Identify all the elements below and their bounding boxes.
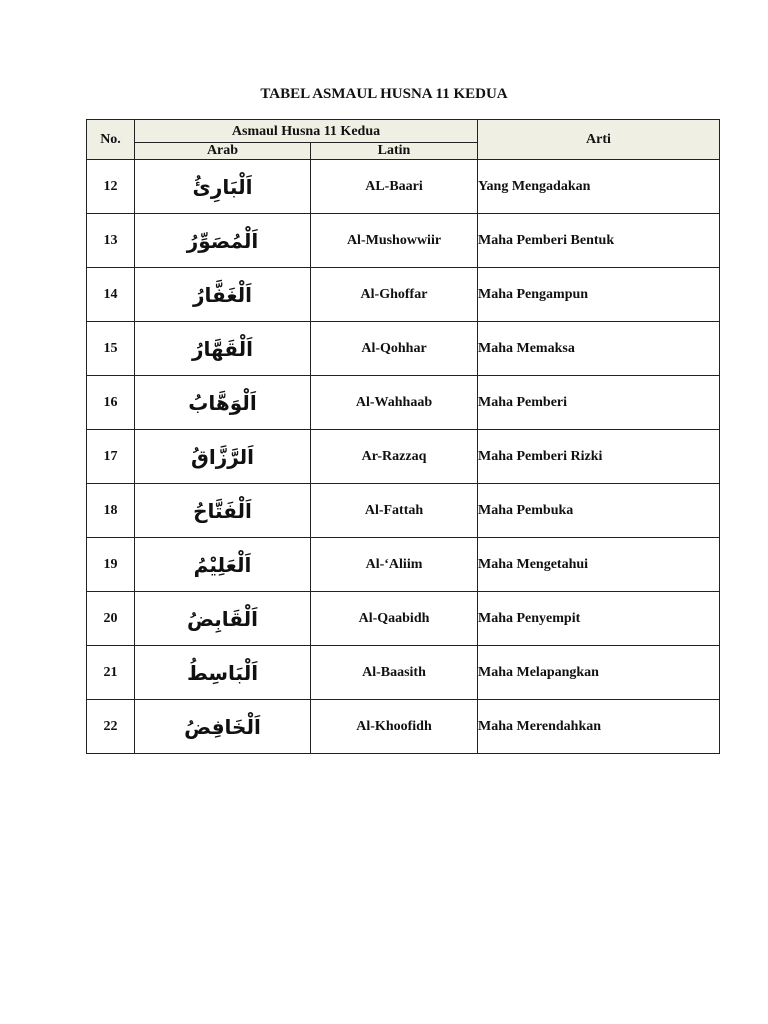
cell-arab: اَلْخَافِضُ [135,700,311,754]
cell-no: 16 [87,376,135,430]
cell-arab: اَلْبَاسِطُ [135,646,311,700]
cell-no: 13 [87,214,135,268]
table-row [87,700,720,754]
cell-arti: Maha Mengetahui [478,538,720,592]
cell-latin: Al-‘Aliim [311,538,478,592]
cell-arti: Yang Mengadakan [478,160,720,214]
cell-no: 15 [87,322,135,376]
cell-no: 22 [87,700,135,754]
cell-latin: Al-Qohhar [311,322,478,376]
header-no: No. [87,120,135,160]
cell-arab: اَلرَّزَّاقُ [135,430,311,484]
cell-arab: اَلْمُصَوِّرُ [135,214,311,268]
header-arab: Arab [135,143,311,160]
cell-arab: اَلْقَهَّارُ [135,322,311,376]
cell-arab: اَلْقَابِضُ [135,592,311,646]
cell-arti: Maha Pemberi [478,376,720,430]
asmaul-husna-table [86,119,720,754]
table-row [87,214,720,268]
table-body [87,160,720,754]
cell-no: 21 [87,646,135,700]
cell-arab: اَلْعَلِيْمُ [135,538,311,592]
cell-latin: Al-Mushowwiir [311,214,478,268]
cell-latin: AL-Baari [311,160,478,214]
cell-latin: Al-Ghoffar [311,268,478,322]
cell-latin: Al-Wahhaab [311,376,478,430]
table-row [87,322,720,376]
cell-arti: Maha Merendahkan [478,700,720,754]
cell-no: 14 [87,268,135,322]
cell-arti: Maha Penyempit [478,592,720,646]
cell-arti: Maha Memaksa [478,322,720,376]
cell-latin: Ar-Razzaq [311,430,478,484]
cell-no: 20 [87,592,135,646]
cell-no: 18 [87,484,135,538]
cell-arti: Maha Melapangkan [478,646,720,700]
table-row [87,592,720,646]
cell-arab: اَلْغَفَّارُ [135,268,311,322]
cell-arti: Maha Pemberi Rizki [478,430,720,484]
table-row [87,484,720,538]
cell-arab: اَلْبَارِئُ [135,160,311,214]
cell-latin: Al-Baasith [311,646,478,700]
cell-no: 12 [87,160,135,214]
table-row [87,430,720,484]
table-row [87,538,720,592]
cell-no: 19 [87,538,135,592]
cell-arab: اَلْفَتَّاحُ [135,484,311,538]
header-row [87,120,720,143]
table-row [87,268,720,322]
cell-arti: Maha Pengampun [478,268,720,322]
cell-arti: Maha Pembuka [478,484,720,538]
header-group: Asmaul Husna 11 Kedua [135,120,478,143]
cell-latin: Al-Qaabidh [311,592,478,646]
header-arti: Arti [478,120,720,160]
cell-arab: اَلْوَهَّابُ [135,376,311,430]
header-latin: Latin [311,143,478,160]
cell-latin: Al-Khoofidh [311,700,478,754]
page-title: TABEL ASMAUL HUSNA 11 KEDUA [260,86,508,102]
cell-latin: Al-Fattah [311,484,478,538]
table-row [87,646,720,700]
table-row [87,376,720,430]
table-row [87,160,720,214]
cell-arti: Maha Pemberi Bentuk [478,214,720,268]
cell-no: 17 [87,430,135,484]
